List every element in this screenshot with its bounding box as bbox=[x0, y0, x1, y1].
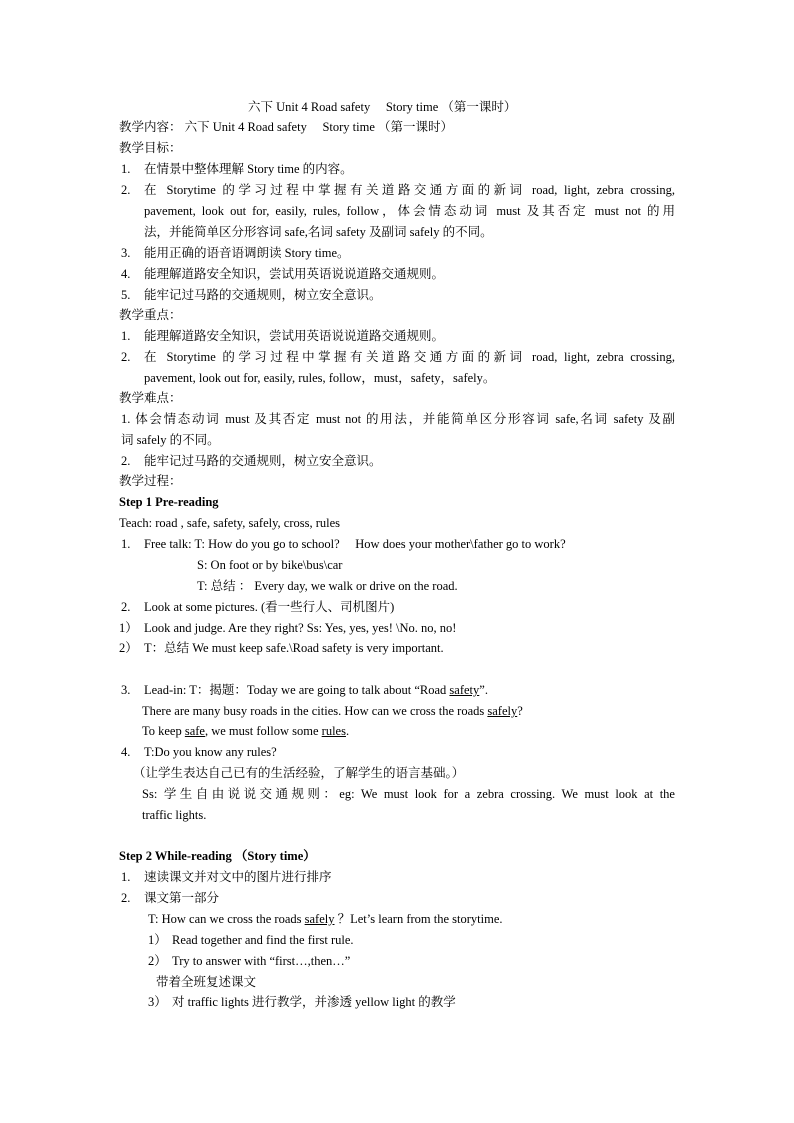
difficulties-heading: 教学难点： bbox=[119, 391, 182, 405]
list-number: 3. bbox=[121, 683, 131, 697]
list-number: 2. bbox=[121, 183, 131, 197]
list-item: T:Do you know any rules? bbox=[144, 745, 277, 759]
sub-item: Look and judge. Are they right? Ss: Yes, yes, yes! \No. no, no! bbox=[144, 621, 457, 635]
step2-heading: Step 2 While-reading （Story time） bbox=[119, 849, 316, 863]
list-item-line: 1. 体会情态动词 must 及其否定 must not 的用法，并能简单区分形容词 safe,名词 safety 及副 bbox=[121, 412, 675, 426]
sub-item: T：总结 We must keep safe.\Road safety is very important. bbox=[144, 641, 444, 655]
list-item: Free talk: T: How do you go to school? How does your mother\father go to work? bbox=[144, 537, 566, 551]
list-item-line: Ss: 学生自由说说交通规则：eg: We must look for a zebra crossing. We must look at the bbox=[142, 787, 675, 801]
list-number: 4. bbox=[121, 745, 131, 759]
list-item-line: 在 Storytime 的学习过程中掌握有关道路交通方面的新词 road, light, zebra crossing, bbox=[144, 183, 675, 197]
list-item: 能牢记过马路的交通规则，树立安全意识。 bbox=[144, 288, 382, 302]
list-number: 1. bbox=[121, 162, 131, 176]
underlined-word: safely bbox=[304, 912, 335, 926]
sub-item-line: 带着全班复述课文 bbox=[156, 975, 257, 989]
list-item-line: There are many busy roads in the cities. How can we cross the roads safely? bbox=[142, 704, 523, 718]
list-item-line: To keep safe, we must follow some rules. bbox=[142, 724, 350, 738]
keypoints-heading: 教学重点： bbox=[119, 308, 182, 322]
list-item-line: （让学生表达自己已有的生活经验，了解学生的语言基础。） bbox=[133, 766, 465, 780]
list-item: 课文第一部分 bbox=[144, 891, 220, 905]
list-number: 2. bbox=[121, 350, 131, 364]
list-item-line: 在 Storytime 的学习过程中掌握有关道路交通方面的新词 road, light, zebra crossing, bbox=[144, 350, 675, 364]
list-number: 2. bbox=[121, 454, 131, 468]
list-item: 速读课文并对文中的图片进行排序 bbox=[144, 870, 332, 884]
dialogue-line: S: On foot or by bike\bus\car bbox=[197, 558, 343, 572]
list-item: 在情景中整体理解 Story time 的内容。 bbox=[144, 162, 353, 176]
underlined-word: rules bbox=[321, 724, 346, 738]
list-item: 能理解道路安全知识，尝试用英语说说道路交通规则。 bbox=[144, 267, 445, 281]
list-item: 能用正确的语音语调朗读 Story time。 bbox=[144, 246, 350, 260]
list-number: 2. bbox=[121, 600, 131, 614]
list-number: 5. bbox=[121, 288, 131, 302]
list-item: 能牢记过马路的交通规则，树立安全意识。 bbox=[144, 454, 382, 468]
sub-number: 1） bbox=[119, 621, 138, 635]
sub-item: 对 traffic lights 进行教学，并渗透 yellow light 的教学 bbox=[172, 995, 456, 1009]
list-number: 4. bbox=[121, 267, 131, 281]
underlined-word: safety bbox=[449, 683, 480, 697]
list-item-line: pavement, look out for, easily, rules, follow，must，safety，safely。 bbox=[144, 371, 496, 385]
document-title: 六下 Unit 4 Road safety Story time （第一课时） bbox=[248, 100, 517, 114]
list-item: 能理解道路安全知识，尝试用英语说说道路交通规则。 bbox=[144, 329, 445, 343]
sub-item: Try to answer with “first…,then…” bbox=[172, 954, 351, 968]
list-item-line: 词 safely 的不同。 bbox=[121, 433, 220, 447]
objectives-heading: 教学目标： bbox=[119, 141, 182, 155]
list-item: Look at some pictures. (看一些行人、司机图片) bbox=[144, 600, 395, 614]
list-number: 1. bbox=[121, 537, 131, 551]
dialogue-line: T: 总结 ： Every day, we walk or drive on the road. bbox=[197, 579, 458, 593]
step1-heading: Step 1 Pre-reading bbox=[119, 495, 219, 509]
list-item: Lead-in: T：揭题：Today we are going to talk about “Road safety”. bbox=[144, 683, 488, 697]
content-line: 教学内容： 六下 Unit 4 Road safety Story time （第一课时） bbox=[119, 120, 454, 134]
underlined-word: safe bbox=[184, 724, 205, 738]
list-item-line: pavement, look out for, easily, rules, follow，体会情态动词 must 及其否定 must not 的用 bbox=[144, 204, 675, 218]
sub-item: Read together and find the first rule. bbox=[172, 933, 354, 947]
list-number: 1. bbox=[121, 329, 131, 343]
process-heading: 教学过程： bbox=[119, 474, 182, 488]
sub-number: 1） bbox=[148, 933, 167, 947]
list-item-line: 法，并能简单区分形容词 safe,名词 safety 及副词 safely 的不同。 bbox=[144, 225, 493, 239]
list-number: 3. bbox=[121, 246, 131, 260]
list-number: 1. bbox=[121, 870, 131, 884]
dialogue-line: T: How can we cross the roads safely ？Let’s learn from the storytime. bbox=[148, 912, 503, 926]
sub-number: 3） bbox=[148, 995, 167, 1009]
underlined-word: safely bbox=[487, 704, 518, 718]
list-item-line: traffic lights. bbox=[142, 808, 207, 822]
teach-line: Teach: road , safe, safety, safely, cross, rules bbox=[119, 516, 341, 530]
list-number: 2. bbox=[121, 891, 131, 905]
sub-number: 2） bbox=[148, 954, 167, 968]
sub-number: 2） bbox=[119, 641, 138, 655]
